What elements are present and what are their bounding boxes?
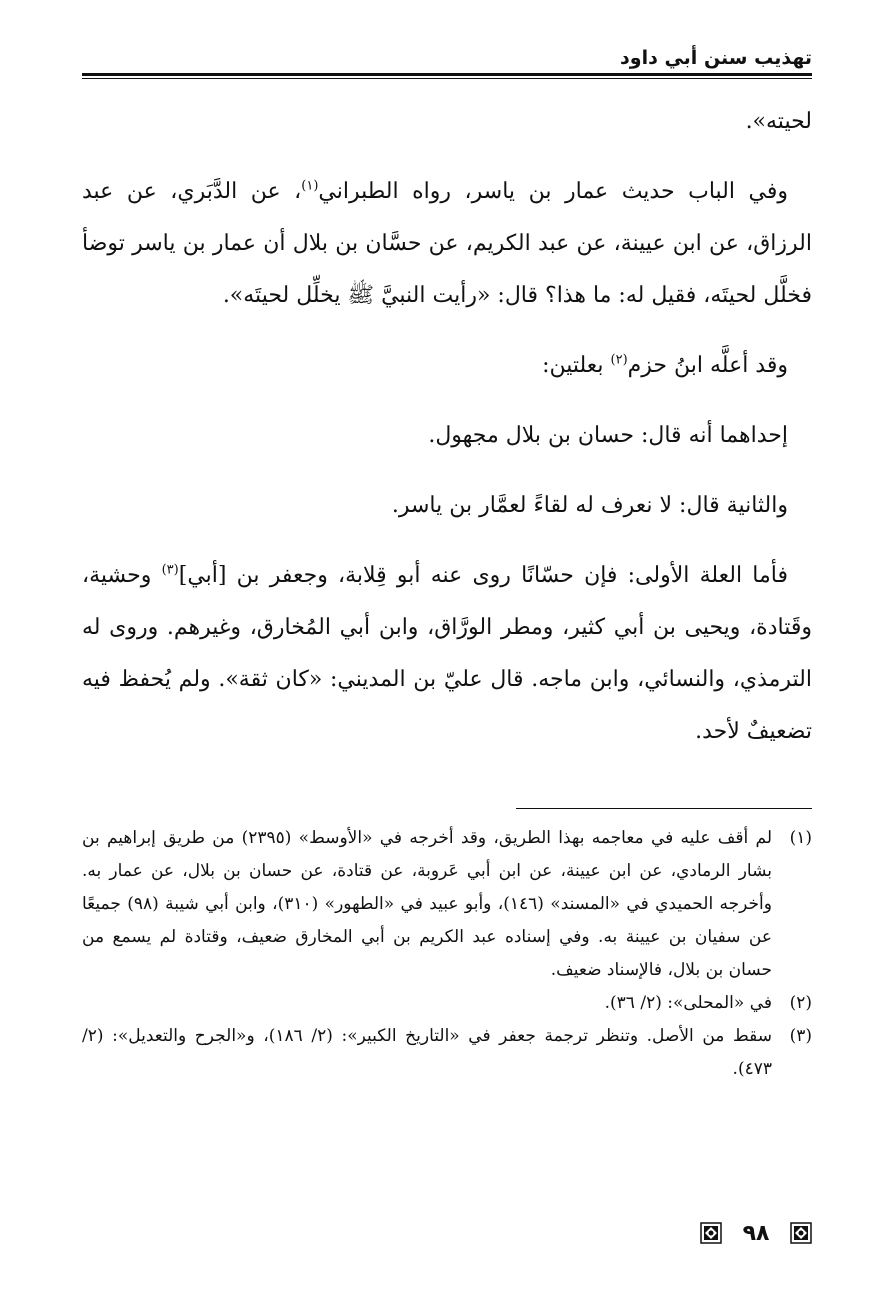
folio bbox=[700, 1218, 812, 1248]
footnote-text: لم أقف عليه في معاجمه بهذا الطريق، وقد أخرجه في «الأوسط» (٢٣٩٥) من طريق إبراهيم بن بشار الرمادي، عن ابن عيينة، عن ابن أبي عَروبة، عن قتادة، عن حسان بن بلال، عن عمار به. وأخرجه الحميدي في «المسند» (١٤٦)، وأبو عبيد في «الطهور» (٣١٠)، وابن أبي شيبة (٩٨) جميعًا عن سفيان بن عيينة به. وفي إسناده عبد الكريم بن أبي المخارق ضعيف، وقتادة لم يسمع من حسان بن بلال، فالإسناد ضعيف. bbox=[82, 828, 773, 980]
paragraph-1 bbox=[82, 166, 812, 322]
paragraph-0 bbox=[82, 96, 812, 148]
footnote-ref-2[interactable]: (٢) bbox=[610, 352, 628, 368]
footnote-separator bbox=[516, 808, 812, 809]
header-rule-thick bbox=[82, 73, 812, 76]
paragraph-0-text: لحيته». bbox=[745, 109, 812, 134]
paragraph-2-text-a: وقد أعلَّه ابنُ حزم bbox=[627, 353, 788, 378]
footnote-text: في «المحلى»: (٢/ ٣٦). bbox=[604, 993, 772, 1013]
footnote-1 bbox=[82, 822, 812, 987]
header-rule-thin bbox=[82, 78, 812, 79]
paragraph-3: إحداهما أنه قال: حسان بن بلال مجهول. bbox=[428, 423, 788, 448]
arabesque-ornament-icon bbox=[790, 1222, 812, 1244]
arabesque-ornament-icon bbox=[700, 1222, 722, 1244]
paragraph-1-text-a: وفي الباب حديث عمار بن ياسر، رواه الطبراني bbox=[318, 179, 788, 204]
paragraph-1-text-b: ، عن الدَّبَري، عن عبد الرزاق، عن ابن عيينة، عن عبد الكريم، عن حسَّان بن بلال أن عمار بن ياسر توضأ فخلَّل لحيتَه، فقيل له: ما هذا؟ قال: «رأيت النبيَّ ﷺ يخلِّل لحيتَه». bbox=[82, 179, 812, 308]
running-header: تهذيب سنن أبي داود bbox=[620, 47, 812, 69]
footnote-ref-3[interactable]: (٣) bbox=[161, 562, 179, 578]
paragraph-2-text-b: بعلتين: bbox=[542, 353, 611, 378]
footnote-number: (١) bbox=[789, 828, 812, 848]
footnote-ref-1[interactable]: (١) bbox=[301, 178, 319, 194]
paragraph-5-text-b: وحشية، وقَتادة، ويحيى بن أبي كثير، ومطر الورَّاق، وابن أبي المُخارق، وغيرهم. وروى له الترمذي، والنسائي، وابن ماجه. قال عليّ بن المديني: «كان ثقة». ولم يُحفظ فيه تضعيفٌ لأحد. bbox=[82, 563, 812, 744]
paragraph-5-text-a: فأما العلة الأولى: فإن حسّانًا روى عنه أبو قِلابة، وجعفر بن [أبي] bbox=[178, 563, 788, 588]
paragraph-4: والثانية قال: لا نعرف له لقاءً لعمَّار بن ياسر. bbox=[391, 493, 788, 518]
footnote-number: (٢) bbox=[789, 993, 812, 1013]
footnote-2 bbox=[82, 987, 812, 1020]
paragraph-5 bbox=[82, 550, 812, 758]
page-number: ٩٨ bbox=[742, 1220, 770, 1246]
main-text bbox=[82, 96, 812, 758]
footnote-text: سقط من الأصل. وتنظر ترجمة جعفر في «التاريخ الكبير»: (٢/ ١٨٦)، و«الجرح والتعديل»: (٢/ ٤٧٣). bbox=[82, 1026, 772, 1079]
paragraph-2 bbox=[82, 340, 812, 392]
footnote-number: (٣) bbox=[789, 1026, 812, 1046]
footnotes bbox=[82, 822, 812, 1086]
footnote-3 bbox=[82, 1020, 812, 1086]
